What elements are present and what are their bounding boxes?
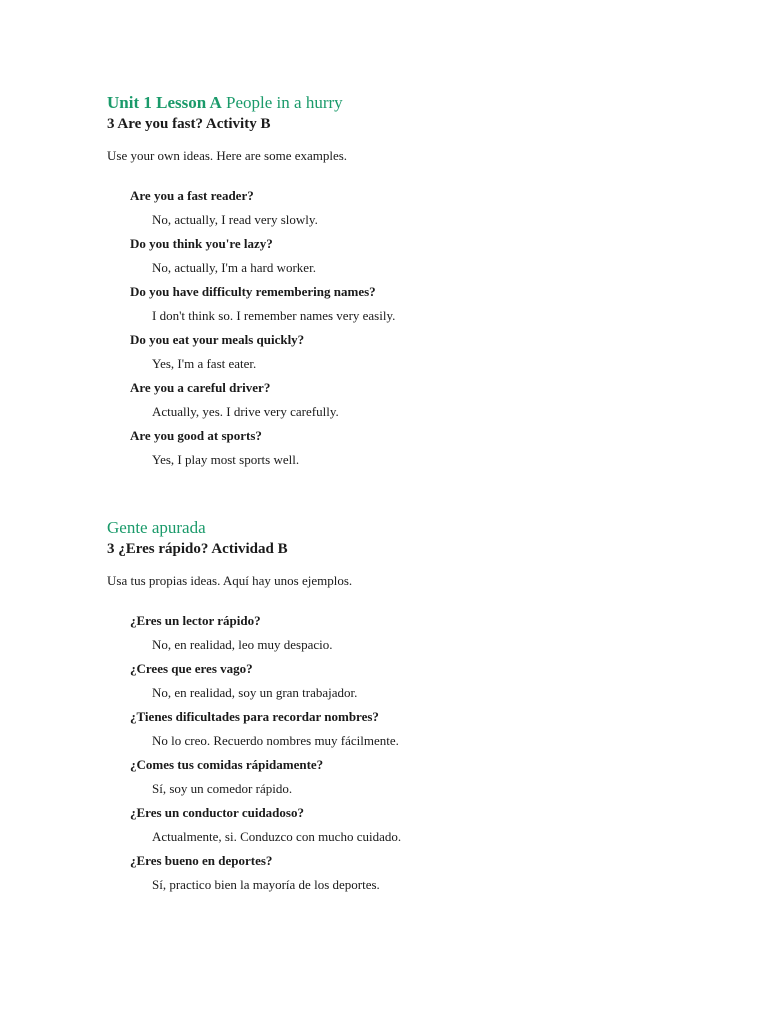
answer: Yes, I play most sports well. [152,452,300,467]
answer: No, en realidad, leo muy despacio. [152,637,333,652]
qa-item [130,187,727,228]
question: Do you eat your meals quickly? [130,332,305,347]
answer: I don't think so. I remember names very easily. [152,308,396,323]
answer: Actually, yes. I drive very carefully. [152,404,339,419]
qa-list [130,187,727,468]
qa-item [130,331,727,372]
activity-title-bold: 3 Are you fast? [107,116,203,132]
question: Are you a fast reader? [130,188,254,203]
question: Do you have difficulty remembering names? [130,284,376,299]
unit-title-bold: Unit 1 Lesson A [107,93,222,112]
unit-title-rest: People in a hurry [221,93,343,112]
activity-title-rest: Actividad B [208,541,288,557]
question: Do you think you're lazy? [130,236,273,251]
intro-text: Usa tus propias ideas. Aquí hay unos ejemplos. [107,573,353,588]
answer: Sí, soy un comedor rápido. [152,781,293,796]
section-title [107,517,727,539]
activity-title [107,539,727,559]
qa-item [130,235,727,276]
qa-item [130,804,727,845]
activity-title-rest: Activity B [202,116,271,132]
question: ¿Eres un conductor cuidadoso? [130,805,304,820]
intro-text: Use your own ideas. Here are some examples. [107,148,348,163]
question: ¿Eres un lector rápido? [130,613,261,628]
answer: No, actually, I read very slowly. [152,212,318,227]
activity-title [107,114,727,134]
answer: No, actually, I'm a hard worker. [152,260,316,275]
qa-item [130,756,727,797]
qa-item [130,379,727,420]
qa-item [130,660,727,701]
answer: Actualmente, si. Conduzco con mucho cuidado. [152,829,402,844]
qa-item [130,852,727,893]
answer: No lo creo. Recuerdo nombres muy fácilmente. [152,733,399,748]
question: ¿Crees que eres vago? [130,661,253,676]
spanish-section [107,517,727,900]
question: ¿Eres bueno en deportes? [130,853,273,868]
question: Are you good at sports? [130,428,262,443]
english-section [107,92,727,475]
activity-title-bold: 3 ¿Eres rápido? [107,541,209,557]
section-title-rest: Gente apurada [107,518,206,537]
qa-item [130,708,727,749]
answer: Yes, I'm a fast eater. [152,356,257,371]
qa-item [130,283,727,324]
unit-title [107,92,727,114]
qa-item [130,612,727,653]
qa-list [130,612,727,893]
answer: Sí, practico bien la mayoría de los deportes. [152,877,380,892]
question: ¿Tienes dificultades para recordar nombres? [130,709,379,724]
answer: No, en realidad, soy un gran trabajador. [152,685,358,700]
question: Are you a careful driver? [130,380,271,395]
qa-item [130,427,727,468]
question: ¿Comes tus comidas rápidamente? [130,757,324,772]
